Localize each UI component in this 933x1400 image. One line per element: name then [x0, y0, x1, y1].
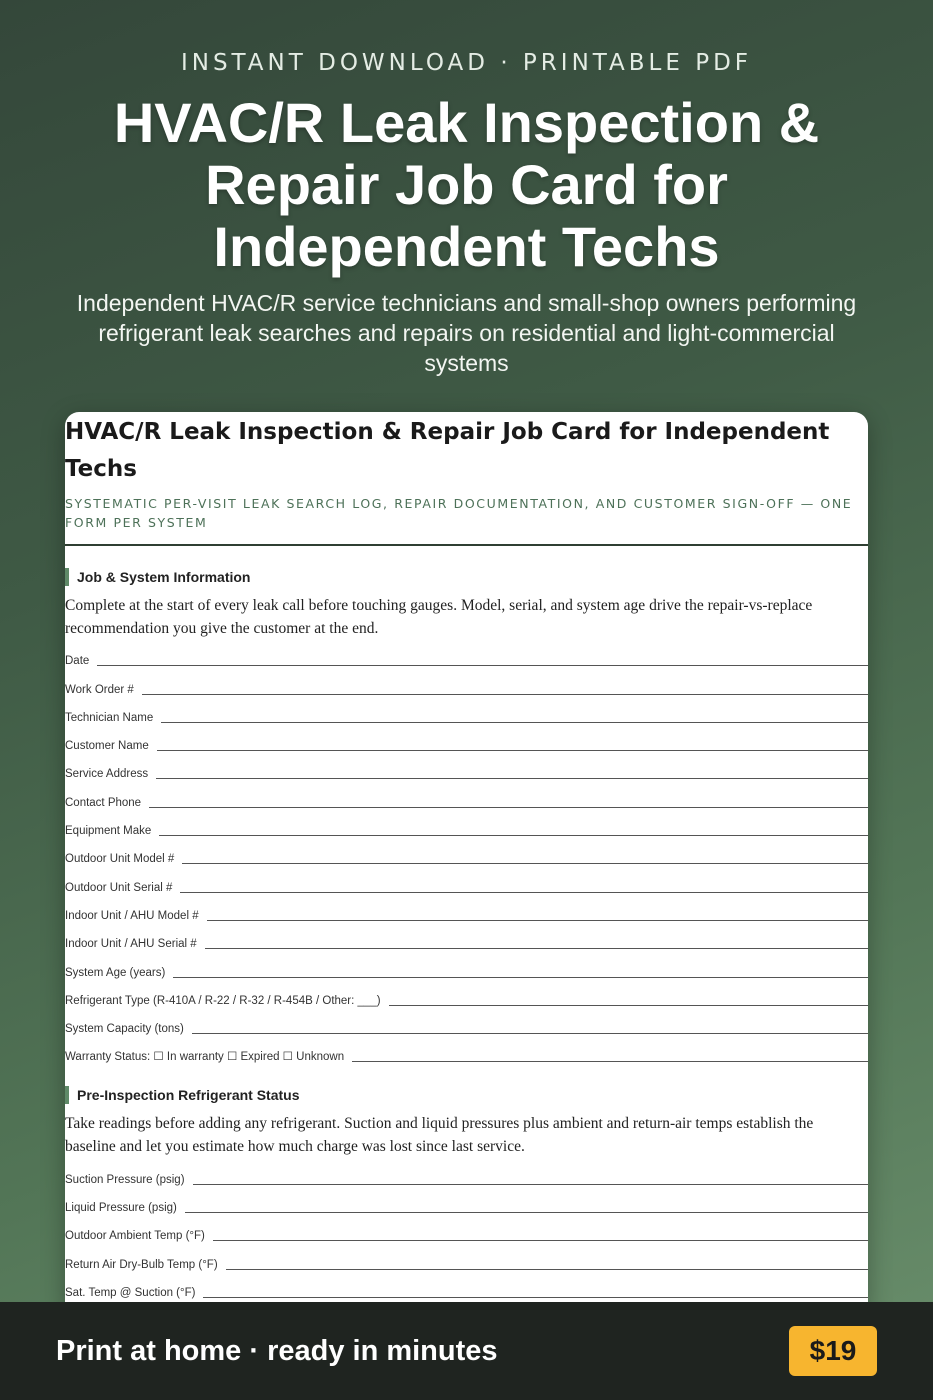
form-field-outdoor-ambient[interactable]	[65, 1215, 868, 1243]
field-label: Contact Phone	[65, 796, 142, 809]
form-field-system-age[interactable]	[65, 951, 868, 979]
form-field-contact-phone[interactable]	[65, 781, 868, 809]
field-list	[65, 640, 868, 1064]
field-label: Indoor Unit / AHU Serial #	[65, 938, 197, 951]
form-field-sat-temp[interactable]	[65, 1272, 868, 1300]
form-field-indoor-serial[interactable]	[65, 923, 868, 951]
form-field-equipment-make[interactable]	[65, 810, 868, 838]
section-description: Take readings before adding any refrigerant. Suction and liquid pressures plus ambient and return-air temps establish the baseline and let you estimate how much charge was lost since last service.	[65, 1115, 814, 1156]
document-title: HVAC/R Leak Inspection & Repair Job Card for Independent Techs	[65, 419, 830, 482]
form-field-indoor-model[interactable]	[65, 895, 868, 923]
field-line[interactable]	[389, 1004, 868, 1006]
form-field-refrigerant-type[interactable]	[65, 980, 868, 1008]
field-label: Outdoor Unit Serial #	[65, 881, 173, 894]
form-field-date[interactable]	[65, 640, 868, 668]
section-job-system	[65, 568, 868, 1064]
form-field-outdoor-serial[interactable]	[65, 866, 868, 894]
field-line[interactable]	[157, 749, 868, 751]
page-title: HVAC/R Leak Inspection & Repair Job Card for Independent Techs	[113, 91, 820, 278]
field-line[interactable]	[182, 862, 868, 864]
field-line[interactable]	[207, 919, 868, 921]
field-label: System Capacity (tons)	[65, 1023, 184, 1036]
field-line[interactable]	[97, 664, 868, 666]
field-line[interactable]	[149, 806, 868, 808]
field-label: Outdoor Ambient Temp (°F)	[65, 1230, 205, 1243]
section-heading: Pre-Inspection Refrigerant Status	[65, 1086, 868, 1104]
price-badge[interactable]: $19	[789, 1326, 877, 1376]
field-line[interactable]	[173, 976, 868, 978]
field-line[interactable]	[203, 1296, 868, 1298]
field-label: System Age (years)	[65, 966, 166, 979]
field-label: Work Order #	[65, 683, 134, 696]
field-label: Technician Name	[65, 711, 154, 724]
field-line[interactable]	[180, 891, 868, 893]
section-pre-inspection	[65, 1086, 868, 1299]
field-line[interactable]	[185, 1211, 868, 1213]
field-line[interactable]	[159, 834, 868, 836]
form-field-service-address[interactable]	[65, 753, 868, 781]
field-line[interactable]	[213, 1239, 868, 1241]
field-label: Refrigerant Type (R-410A / R-22 / R-32 / R-454B / Other: ___)	[65, 994, 381, 1007]
field-line[interactable]	[156, 777, 868, 779]
field-label: Equipment Make	[65, 825, 152, 838]
form-field-work-order[interactable]	[65, 668, 868, 696]
document-divider	[65, 544, 868, 546]
field-label: Sat. Temp @ Suction (°F)	[65, 1286, 196, 1299]
page-subtitle: Independent HVAC/R service technicians and small-shop owners performing refrigerant leak searches and repairs on residential and light-commercial systems	[76, 290, 857, 376]
document-preview	[65, 412, 868, 1312]
field-line[interactable]	[142, 693, 868, 695]
field-line[interactable]	[352, 1060, 868, 1062]
document-subtitle: SYSTEMATIC PER-VISIT LEAK SEARCH LOG, REPAIR DOCUMENTATION, AND CUSTOMER SIGN-OFF — ONE FORM PER SYSTEM	[65, 496, 853, 530]
form-field-return-air[interactable]	[65, 1243, 868, 1271]
field-label: Return Air Dry-Bulb Temp (°F)	[65, 1258, 218, 1271]
field-label: Date	[65, 655, 90, 668]
field-list	[65, 1158, 868, 1299]
field-label: Service Address	[65, 768, 149, 781]
field-label: Indoor Unit / AHU Model #	[65, 909, 199, 922]
form-field-suction-pressure[interactable]	[65, 1158, 868, 1186]
field-line[interactable]	[205, 947, 868, 949]
field-line[interactable]	[226, 1268, 868, 1270]
field-line[interactable]	[161, 721, 868, 723]
form-field-technician-name[interactable]	[65, 697, 868, 725]
field-label: Suction Pressure (psig)	[65, 1173, 185, 1186]
field-line[interactable]	[193, 1183, 868, 1185]
field-label: Outdoor Unit Model #	[65, 853, 175, 866]
form-field-system-capacity[interactable]	[65, 1008, 868, 1036]
form-field-warranty-status[interactable]	[65, 1036, 868, 1064]
footer-tagline: Print at home · ready in minutes	[56, 1335, 498, 1367]
field-label: Customer Name	[65, 740, 149, 753]
form-field-liquid-pressure[interactable]	[65, 1187, 868, 1215]
field-label: Warranty Status: ☐ In warranty ☐ Expired ☐ Unknown	[65, 1051, 345, 1064]
form-field-customer-name[interactable]	[65, 725, 868, 753]
kicker-text: INSTANT DOWNLOAD · PRINTABLE PDF	[180, 50, 753, 76]
section-description: Complete at the start of every leak call before touching gauges. Model, serial, and system age drive the repair-vs-replace recommendation you give the customer at the end.	[65, 597, 813, 637]
field-label: Liquid Pressure (psig)	[65, 1202, 177, 1215]
section-heading: Job & System Information	[65, 568, 868, 586]
form-field-outdoor-model[interactable]	[65, 838, 868, 866]
field-line[interactable]	[192, 1032, 868, 1034]
